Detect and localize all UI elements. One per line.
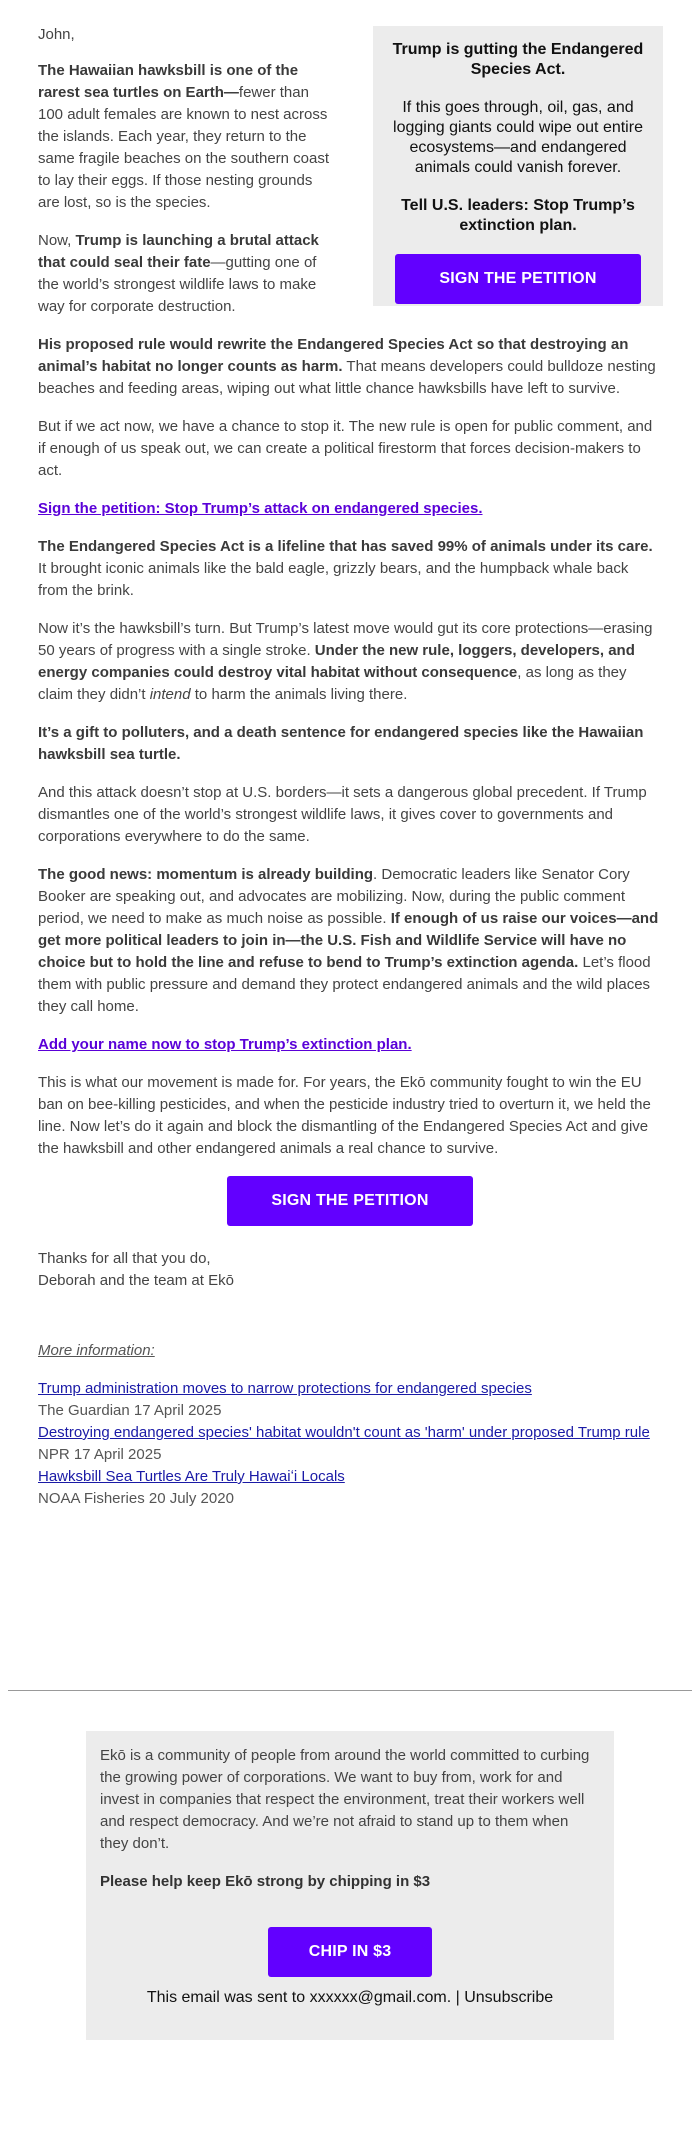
body-paragraph-8: And this attack doesn’t stop at U.S. borders—it sets a dangerous global precedent. If Trump dismantles one of the world’s strongest wildlife laws, it gives cover to governments and corporations everywhere to do the same. <box>38 784 647 845</box>
callout-title: Trump is gutting the Endangered Species Act. <box>392 41 644 78</box>
petition-callout-box <box>373 26 663 306</box>
intro-paragraph-2 <box>38 230 338 318</box>
intro-p1-rest: fewer than 100 adult females are known to nest across the islands. Each year, they return to the same fragile beaches on the southern coast to lay their eggs. If those nesting grounds are lost, so is the species. <box>38 84 330 211</box>
reference-item <box>38 1466 662 1510</box>
reference-link[interactable]: Destroying endangered species' habitat wouldn't count as 'harm' under proposed Trump rule <box>38 1424 650 1441</box>
reference-source: NOAA Fisheries 20 July 2020 <box>38 1490 234 1507</box>
signoff-line-2: Deborah and the team at Ekō <box>38 1272 234 1289</box>
callout-message: If this goes through, oil, gas, and logging giants could wipe out entire ecosystems—and endangered animals could vanish forever. <box>393 99 643 176</box>
sign-petition-button-top[interactable]: SIGN THE PETITION <box>395 254 641 304</box>
p9-a: . Democratic leaders like Senator Cory Booker are speaking out, and advocates are mobilizing. Now, during the public comment period, we need to make as much noise as possible. <box>38 866 630 927</box>
intro-p2-start: Now, <box>38 232 76 249</box>
footer-box <box>86 1731 614 2040</box>
p6-c: to harm the animals living there. <box>190 686 408 703</box>
footer-divider <box>8 1690 692 1691</box>
p9-bold-2: If enough of us raise our voices—and get more political leaders to join in—the U.S. Fish and Wildlife Service will have no choice but to hold the line and refuse to bend to Trump’s extinction agenda. <box>38 910 659 971</box>
reference-item <box>38 1422 662 1466</box>
intro-column <box>38 60 338 318</box>
email-content <box>38 24 662 1510</box>
body-paragraph-3 <box>38 334 662 400</box>
petition-link-1[interactable]: Sign the petition: Stop Trump’s attack on endangered species. <box>38 500 483 517</box>
callout-cta-text: Tell U.S. leaders: Stop Trump’s extinction plan. <box>401 197 635 234</box>
main-body <box>38 334 662 1160</box>
more-information <box>38 1340 662 1510</box>
reference-source: NPR 17 April 2025 <box>38 1446 162 1463</box>
footer-sent-line <box>100 1989 600 2007</box>
p3-bold: His proposed rule would rewrite the Endangered Species Act so that destroying an animal’s habitat no longer counts as harm. <box>38 336 629 375</box>
signoff-line-1: Thanks for all that you do, <box>38 1250 211 1267</box>
reference-link[interactable]: Hawksbill Sea Turtles Are Truly Hawaiʻi Locals <box>38 1468 345 1485</box>
body-paragraph-9 <box>38 864 662 1018</box>
intro-p2-bold: Trump is launching a brutal attack that could seal their fate <box>38 232 319 271</box>
footer-donation-ask: Please help keep Ekō strong by chipping in $3 <box>100 1873 431 1890</box>
body-paragraph-10: This is what our movement is made for. For years, the Ekō community fought to win the EU ban on bee-killing pesticides, and when the pesticide industry tried to overturn it, we held the line. Now let’s do it again and block the dismantling of the Endangered Species Act and give the hawksbill and other endangered animals a real chance to survive. <box>38 1074 651 1157</box>
body-paragraph-7 <box>38 722 662 766</box>
sign-petition-button-wrap <box>38 1176 662 1226</box>
p6-a: Now it’s the hawksbill’s turn. But Trump’s latest move would gut its core protections—erasing 50 years of progress with a single stroke. <box>38 620 653 659</box>
intro-paragraph-1 <box>38 60 338 214</box>
petition-link-2-wrap <box>38 1034 662 1056</box>
reference-link[interactable]: Trump administration moves to narrow protections for endangered species <box>38 1380 532 1397</box>
intro-p1-bold: The Hawaiian hawksbill is one of the rarest sea turtles on Earth— <box>38 62 299 101</box>
p6-b: , as long as they claim they didn’t <box>38 664 627 703</box>
p5-rest: It brought iconic animals like the bald eagle, grizzly bears, and the humpback whale back from the brink. <box>38 560 629 599</box>
p6-italic: intend <box>149 686 191 703</box>
reference-source: The Guardian 17 April 2025 <box>38 1402 222 1419</box>
chip-in-button[interactable]: CHIP IN $3 <box>268 1927 432 1977</box>
sent-to-text: This email was sent to xxxxxx@gmail.com. | <box>146 1989 465 2006</box>
footer-inner <box>86 1731 614 2007</box>
unsubscribe-link[interactable]: Unsubscribe <box>464 1989 554 2006</box>
body-paragraph-6 <box>38 618 662 706</box>
body-paragraph-4: But if we act now, we have a chance to stop it. The new rule is open for public comment, and if enough of us speak out, we can create a political firestorm that forces decision-makers to act. <box>38 418 653 479</box>
petition-link-1-wrap <box>38 498 662 520</box>
greeting: John, <box>38 26 75 43</box>
signoff <box>38 1248 662 1292</box>
reference-item <box>38 1378 662 1422</box>
footer-about: Ekō is a community of people from around the world committed to curbing the growing power of corporations. We want to buy from, work for and invest in companies that respect the environment, treat their workers well and respect democracy. And we’re not afraid to stand up to them when they don’t. <box>100 1747 590 1852</box>
p9-b: Let’s flood them with public pressure and demand they protect endangered animals and the wild places they call home. <box>38 954 651 1015</box>
intro-p2-rest: —gutting one of the world’s strongest wildlife laws to make way for corporate destruction. <box>38 254 317 315</box>
p7-bold: It’s a gift to polluters, and a death sentence for endangered species like the Hawaiian hawksbill sea turtle. <box>38 724 644 763</box>
body-paragraph-5 <box>38 536 662 602</box>
p6-bold: Under the new rule, loggers, developers, and energy companies could destroy vital habitat without consequence <box>38 642 635 681</box>
more-information-label: More information: <box>38 1342 155 1359</box>
petition-link-2[interactable]: Add your name now to stop Trump’s extinction plan. <box>38 1036 412 1053</box>
p5-bold: The Endangered Species Act is a lifeline that has saved 99% of animals under its care. <box>38 538 653 555</box>
p3-rest: That means developers could bulldoze nesting beaches and feeding areas, wiping out what little chance hawksbills have left to survive. <box>38 358 656 397</box>
p9-bold-1: The good news: momentum is already building <box>38 866 374 883</box>
sign-petition-button-main[interactable]: SIGN THE PETITION <box>227 1176 473 1226</box>
